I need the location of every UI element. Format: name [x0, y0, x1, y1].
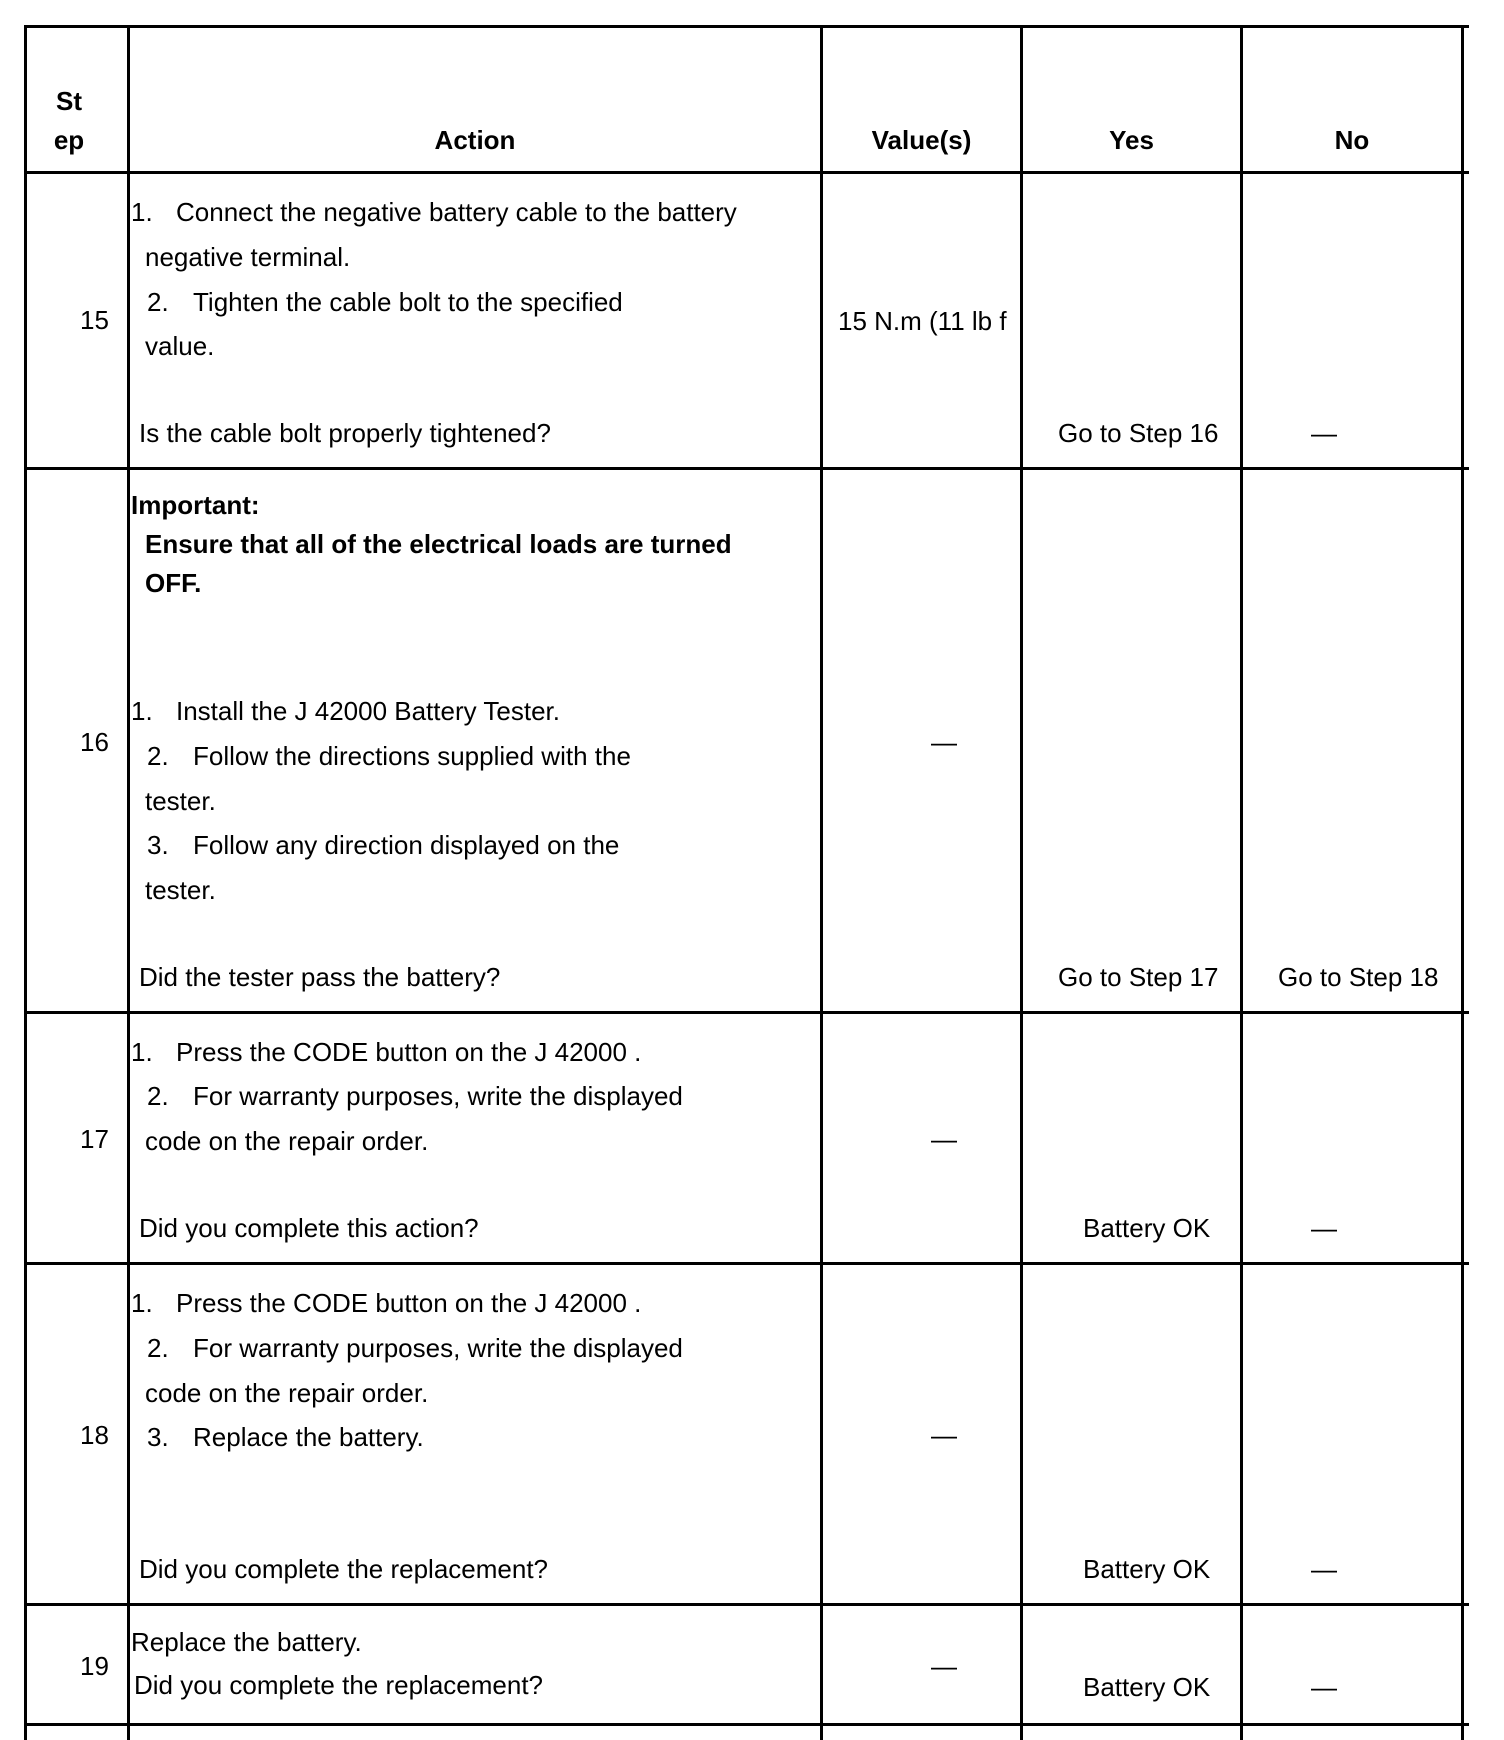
yes-cell: Battery OK — [1083, 1213, 1211, 1243]
action-text: negative terminal. — [145, 242, 351, 272]
important-label: Important: — [131, 490, 260, 520]
action-item-number: 2. — [147, 1081, 169, 1111]
action-question: Did you complete the replacement? — [139, 1554, 549, 1584]
action-text: Press the CODE button on the J 42000 . — [176, 1037, 642, 1067]
value-cell: 15 N.m (11 lb f — [838, 306, 1007, 336]
header-step-line2: ep — [53, 125, 85, 155]
row-divider — [25, 1723, 1469, 1726]
row-divider — [25, 171, 1469, 174]
action-question: Is the cable bolt properly tightened? — [139, 418, 551, 448]
action-text: Replace the battery. — [193, 1422, 424, 1452]
table-border-right — [1461, 25, 1464, 1740]
action-question: Did the tester pass the battery? — [139, 962, 501, 992]
column-divider — [1240, 25, 1243, 1740]
action-text: For warranty purposes, write the displayed — [193, 1081, 683, 1111]
action-text: tester. — [145, 875, 216, 905]
step-number: 19 — [80, 1651, 109, 1681]
step-number: 15 — [80, 305, 109, 335]
value-cell: — — [931, 727, 957, 757]
header-no: No — [1334, 125, 1370, 155]
action-text: Follow any direction displayed on the — [193, 830, 620, 860]
row-divider — [25, 1262, 1469, 1265]
action-question: Did you complete this action? — [139, 1213, 479, 1243]
table-border-left — [24, 25, 27, 1740]
header-yes: Yes — [1109, 125, 1154, 155]
header-action: Action — [434, 125, 516, 155]
column-divider — [1020, 25, 1023, 1740]
action-text: Press the CODE button on the J 42000 . — [176, 1288, 642, 1318]
action-item-number: 1. — [131, 197, 153, 227]
no-cell: — — [1311, 418, 1337, 448]
step-number: 17 — [80, 1124, 109, 1154]
action-item-number: 1. — [131, 1037, 153, 1067]
step-number: 18 — [80, 1420, 109, 1450]
table-border-top — [25, 25, 1469, 28]
action-item-number: 3. — [147, 1422, 169, 1452]
action-text: Install the J 42000 Battery Tester. — [176, 696, 560, 726]
action-text: code on the repair order. — [145, 1378, 429, 1408]
action-text: code on the repair order. — [145, 1126, 429, 1156]
yes-cell: Battery OK — [1083, 1554, 1211, 1584]
important-text: Ensure that all of the electrical loads are turned — [145, 529, 732, 559]
action-item-number: 1. — [131, 1288, 153, 1318]
important-text: OFF. — [145, 568, 202, 598]
action-text: value. — [145, 331, 215, 361]
action-text: tester. — [145, 786, 216, 816]
step-number: 16 — [80, 727, 109, 757]
no-cell: — — [1311, 1554, 1337, 1584]
column-divider — [820, 25, 823, 1740]
action-text: For warranty purposes, write the displayed — [193, 1333, 683, 1363]
action-text: Replace the battery. — [131, 1627, 362, 1657]
no-cell: — — [1311, 1672, 1337, 1702]
yes-cell: Go to Step 17 — [1058, 962, 1219, 992]
action-item-number: 2. — [147, 287, 169, 317]
value-cell: — — [931, 1124, 957, 1154]
no-cell: — — [1311, 1213, 1337, 1243]
action-text: Follow the directions supplied with the — [193, 741, 631, 771]
value-cell: — — [931, 1651, 957, 1681]
value-cell: — — [931, 1420, 957, 1450]
action-item-number: 2. — [147, 1333, 169, 1363]
row-divider — [25, 1011, 1469, 1014]
action-item-number: 1. — [131, 696, 153, 726]
header-values: Value(s) — [871, 125, 972, 155]
action-item-number: 2. — [147, 741, 169, 771]
action-question: Did you complete the replacement? — [134, 1670, 544, 1700]
action-text: Tighten the cable bolt to the specified — [193, 287, 623, 317]
no-cell: Go to Step 18 — [1278, 962, 1439, 992]
row-divider — [25, 1603, 1469, 1606]
column-divider — [127, 25, 130, 1740]
yes-cell: Battery OK — [1083, 1672, 1211, 1702]
action-item-number: 3. — [147, 830, 169, 860]
yes-cell: Go to Step 16 — [1058, 418, 1219, 448]
header-step-line1: St — [56, 86, 82, 116]
row-divider — [25, 467, 1469, 470]
action-text: Connect the negative battery cable to the battery — [176, 197, 737, 227]
